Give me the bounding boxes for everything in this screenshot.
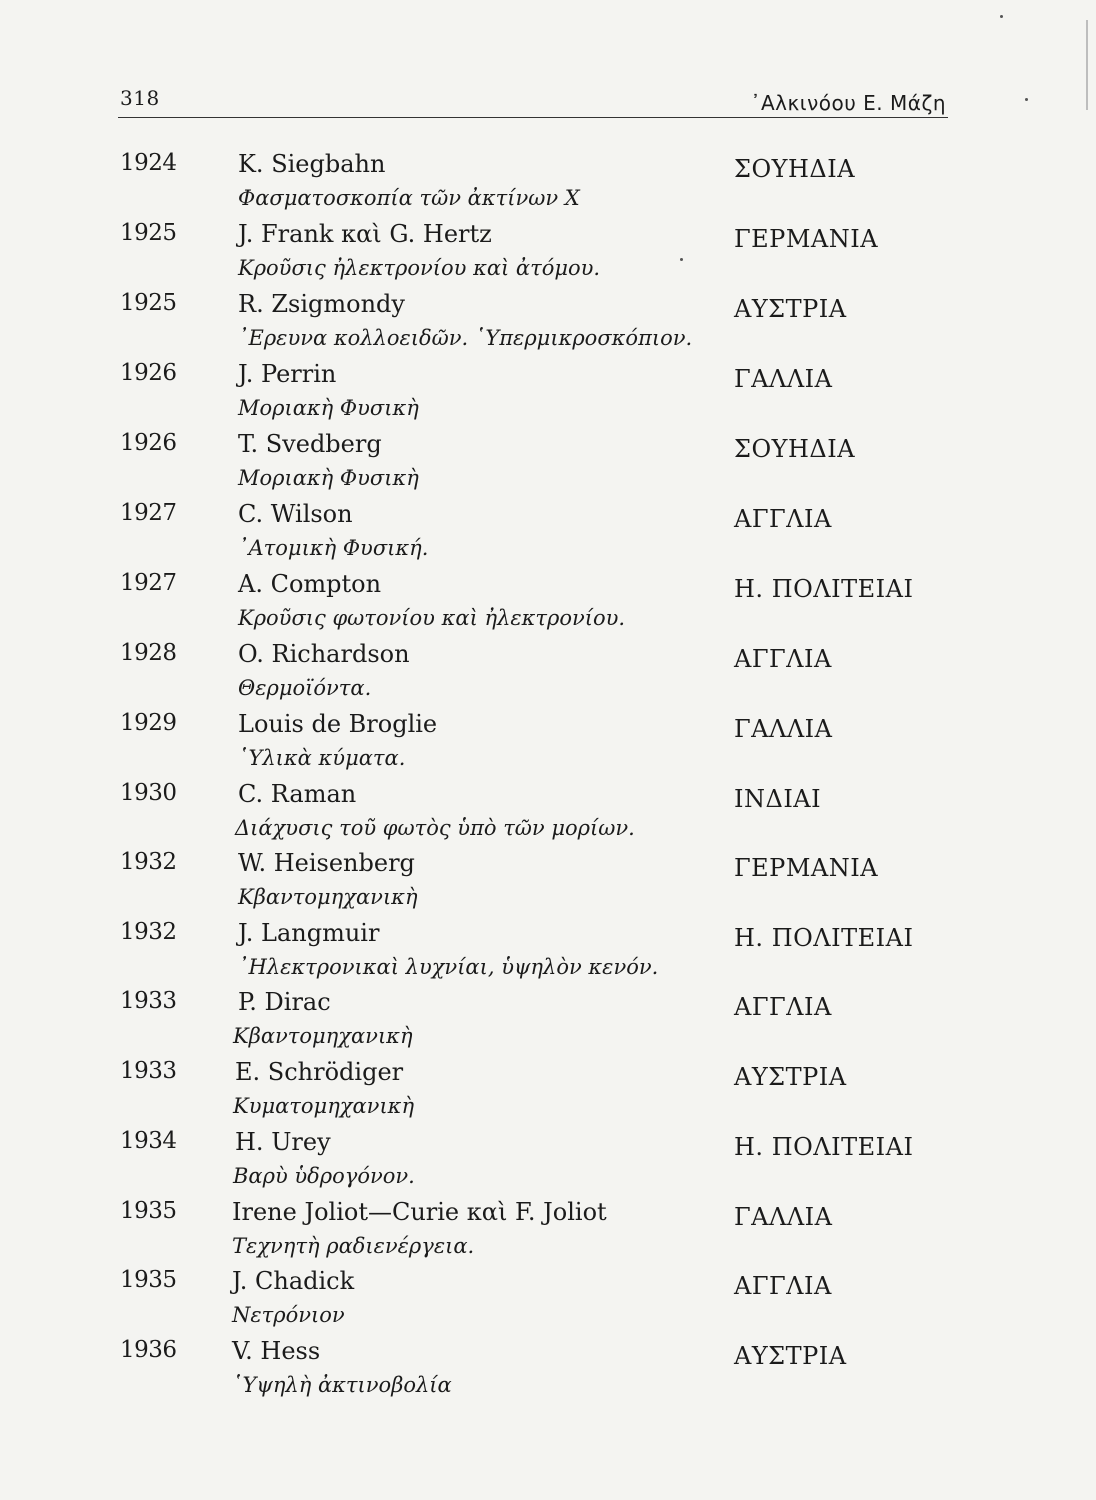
entry bbox=[0, 640, 1096, 710]
entry-laureate: J. Perrin bbox=[238, 360, 337, 388]
entry-year: 1929 bbox=[120, 710, 177, 736]
entry bbox=[0, 500, 1096, 570]
entry-year: 1933 bbox=[120, 988, 177, 1014]
entry bbox=[0, 1128, 1096, 1198]
entry-country: ΓΕΡΜΑΝΙΑ bbox=[734, 225, 879, 253]
entry-laureate: Louis de Broglie bbox=[238, 710, 438, 738]
page-edge-mark bbox=[1086, 20, 1088, 110]
entry-country: ΙΝΔΙΑΙ bbox=[734, 785, 822, 813]
entry-country: ΑΥΣΤΡΙΑ bbox=[734, 1063, 847, 1091]
entry-topic: ῾Υψηλὴ ἀκτινοβολία bbox=[232, 1373, 452, 1397]
entry-laureate: W. Heisenberg bbox=[238, 849, 415, 877]
entry-laureate: P. Dirac bbox=[238, 988, 331, 1016]
entry-laureate: A. Compton bbox=[238, 570, 382, 598]
entry-year: 1926 bbox=[120, 430, 177, 456]
entry-topic: Φασματοσκοπία τῶν ἀκτίνων Χ bbox=[238, 186, 580, 210]
entry bbox=[0, 919, 1096, 989]
entry-country: ΑΓΓΛΙΑ bbox=[734, 993, 832, 1021]
entry-laureate: R. Zsigmondy bbox=[238, 290, 405, 318]
entry-year: 1934 bbox=[120, 1128, 177, 1154]
entry-laureate: H. Urey bbox=[235, 1128, 331, 1156]
entry bbox=[0, 570, 1096, 640]
entry-year: 1927 bbox=[120, 570, 177, 596]
entry bbox=[0, 988, 1096, 1058]
entry-topic: ᾽Ατομικὴ Φυσική. bbox=[238, 536, 429, 560]
running-head: ᾽Αλκινόου Ε. Μάζη bbox=[750, 91, 946, 115]
entry bbox=[0, 290, 1096, 360]
entry-laureate: V. Hess bbox=[232, 1337, 321, 1365]
entry-year: 1925 bbox=[120, 290, 177, 316]
page-number: 318 bbox=[120, 86, 160, 110]
entry-country: ΑΓΓΛΙΑ bbox=[734, 505, 832, 533]
ink-speck bbox=[1025, 98, 1028, 101]
entry-year: 1930 bbox=[120, 780, 177, 806]
entry-laureate: T. Svedberg bbox=[238, 430, 382, 458]
entry-laureate: J. Chadick bbox=[232, 1267, 355, 1295]
entry-country: ΣΟΥΗΔΙΑ bbox=[734, 435, 856, 463]
entry-country: Η. ΠΟΛΙΤΕΙΑΙ bbox=[734, 1133, 914, 1161]
entry bbox=[0, 220, 1096, 290]
entry bbox=[0, 1198, 1096, 1268]
entry-topic: Νετρόνιον bbox=[232, 1303, 345, 1327]
entry-country: Η. ΠΟΛΙΤΕΙΑΙ bbox=[734, 924, 914, 952]
entry-laureate: J. Frank καὶ G. Hertz bbox=[238, 220, 492, 248]
entry-year: 1936 bbox=[120, 1337, 177, 1363]
entry bbox=[0, 1267, 1096, 1337]
entry-topic: Κροῦσις ἠλεκτρονίου καὶ ἀτόμου. bbox=[238, 256, 601, 280]
entry-country: ΣΟΥΗΔΙΑ bbox=[734, 155, 856, 183]
entry-year: 1933 bbox=[120, 1058, 177, 1084]
entry-laureate: C. Raman bbox=[238, 780, 357, 808]
entry-topic: Τεχνητὴ ραδιενέργεια. bbox=[232, 1234, 475, 1258]
entry-topic: Μοριακὴ Φυσικὴ bbox=[238, 396, 419, 420]
entry-topic: Μοριακὴ Φυσικὴ bbox=[238, 466, 419, 490]
entry bbox=[0, 1058, 1096, 1128]
entry-topic: Διάχυσις τοῦ φωτὸς ὑπὸ τῶν μορίων. bbox=[235, 816, 635, 840]
entry-year: 1932 bbox=[120, 919, 177, 945]
entry-year: 1935 bbox=[120, 1198, 177, 1224]
entry bbox=[0, 849, 1096, 919]
entry-topic: ᾽Ερευνα κολλοειδῶν. ῾Υπερμικροσκόπιον. bbox=[238, 326, 693, 350]
entry-laureate: E. Schrödiger bbox=[235, 1058, 404, 1086]
entry bbox=[0, 360, 1096, 430]
entry-country: ΓΑΛΛΙΑ bbox=[734, 365, 833, 393]
entry-country: ΑΓΓΛΙΑ bbox=[734, 1272, 832, 1300]
entry-topic: ᾽Ηλεκτρονικαὶ λυχνίαι, ὑψηλὸν κενόν. bbox=[238, 955, 659, 979]
header-rule bbox=[118, 117, 948, 118]
entry-topic: Κβαντομηχανικὴ bbox=[238, 885, 418, 909]
entry-year: 1927 bbox=[120, 500, 177, 526]
entry-country: ΑΥΣΤΡΙΑ bbox=[734, 1342, 847, 1370]
entry-topic: Κβαντομηχανικὴ bbox=[233, 1024, 413, 1048]
entry-laureate: Irene Joliot—Curie καὶ F. Joliot bbox=[232, 1198, 607, 1226]
entry-country: ΓΑΛΛΙΑ bbox=[734, 1203, 833, 1231]
entry-laureate: O. Richardson bbox=[238, 640, 410, 668]
entry-country: ΑΓΓΛΙΑ bbox=[734, 645, 832, 673]
entry-country: Η. ΠΟΛΙΤΕΙΑΙ bbox=[734, 575, 914, 603]
entry-year: 1928 bbox=[120, 640, 177, 666]
entry-topic: Βαρὺ ὑδρογόνον. bbox=[233, 1164, 415, 1188]
entry bbox=[0, 780, 1096, 850]
entry bbox=[0, 1337, 1096, 1407]
entry-year: 1926 bbox=[120, 360, 177, 386]
ink-speck bbox=[1000, 15, 1003, 18]
entry bbox=[0, 710, 1096, 780]
entry-year: 1935 bbox=[120, 1267, 177, 1293]
entry-country: ΓΑΛΛΙΑ bbox=[734, 715, 833, 743]
entry-year: 1924 bbox=[120, 150, 177, 176]
entry-laureate: J. Langmuir bbox=[238, 919, 380, 947]
entry-country: ΑΥΣΤΡΙΑ bbox=[734, 295, 847, 323]
entry-country: ΓΕΡΜΑΝΙΑ bbox=[734, 854, 879, 882]
entry-topic: Θερμοϊόντα. bbox=[238, 676, 372, 700]
entry-year: 1925 bbox=[120, 220, 177, 246]
entry-topic: Κυματομηχανικὴ bbox=[233, 1094, 415, 1118]
entry bbox=[0, 430, 1096, 500]
entry-topic: ῾Υλικὰ κύματα. bbox=[238, 746, 406, 770]
entry-topic: Κροῦσις φωτονίου καὶ ἠλεκτρονίου. bbox=[238, 606, 626, 630]
entry-laureate: K. Siegbahn bbox=[238, 150, 386, 178]
entry-laureate: C. Wilson bbox=[238, 500, 353, 528]
entry bbox=[0, 150, 1096, 220]
entry-year: 1932 bbox=[120, 849, 177, 875]
